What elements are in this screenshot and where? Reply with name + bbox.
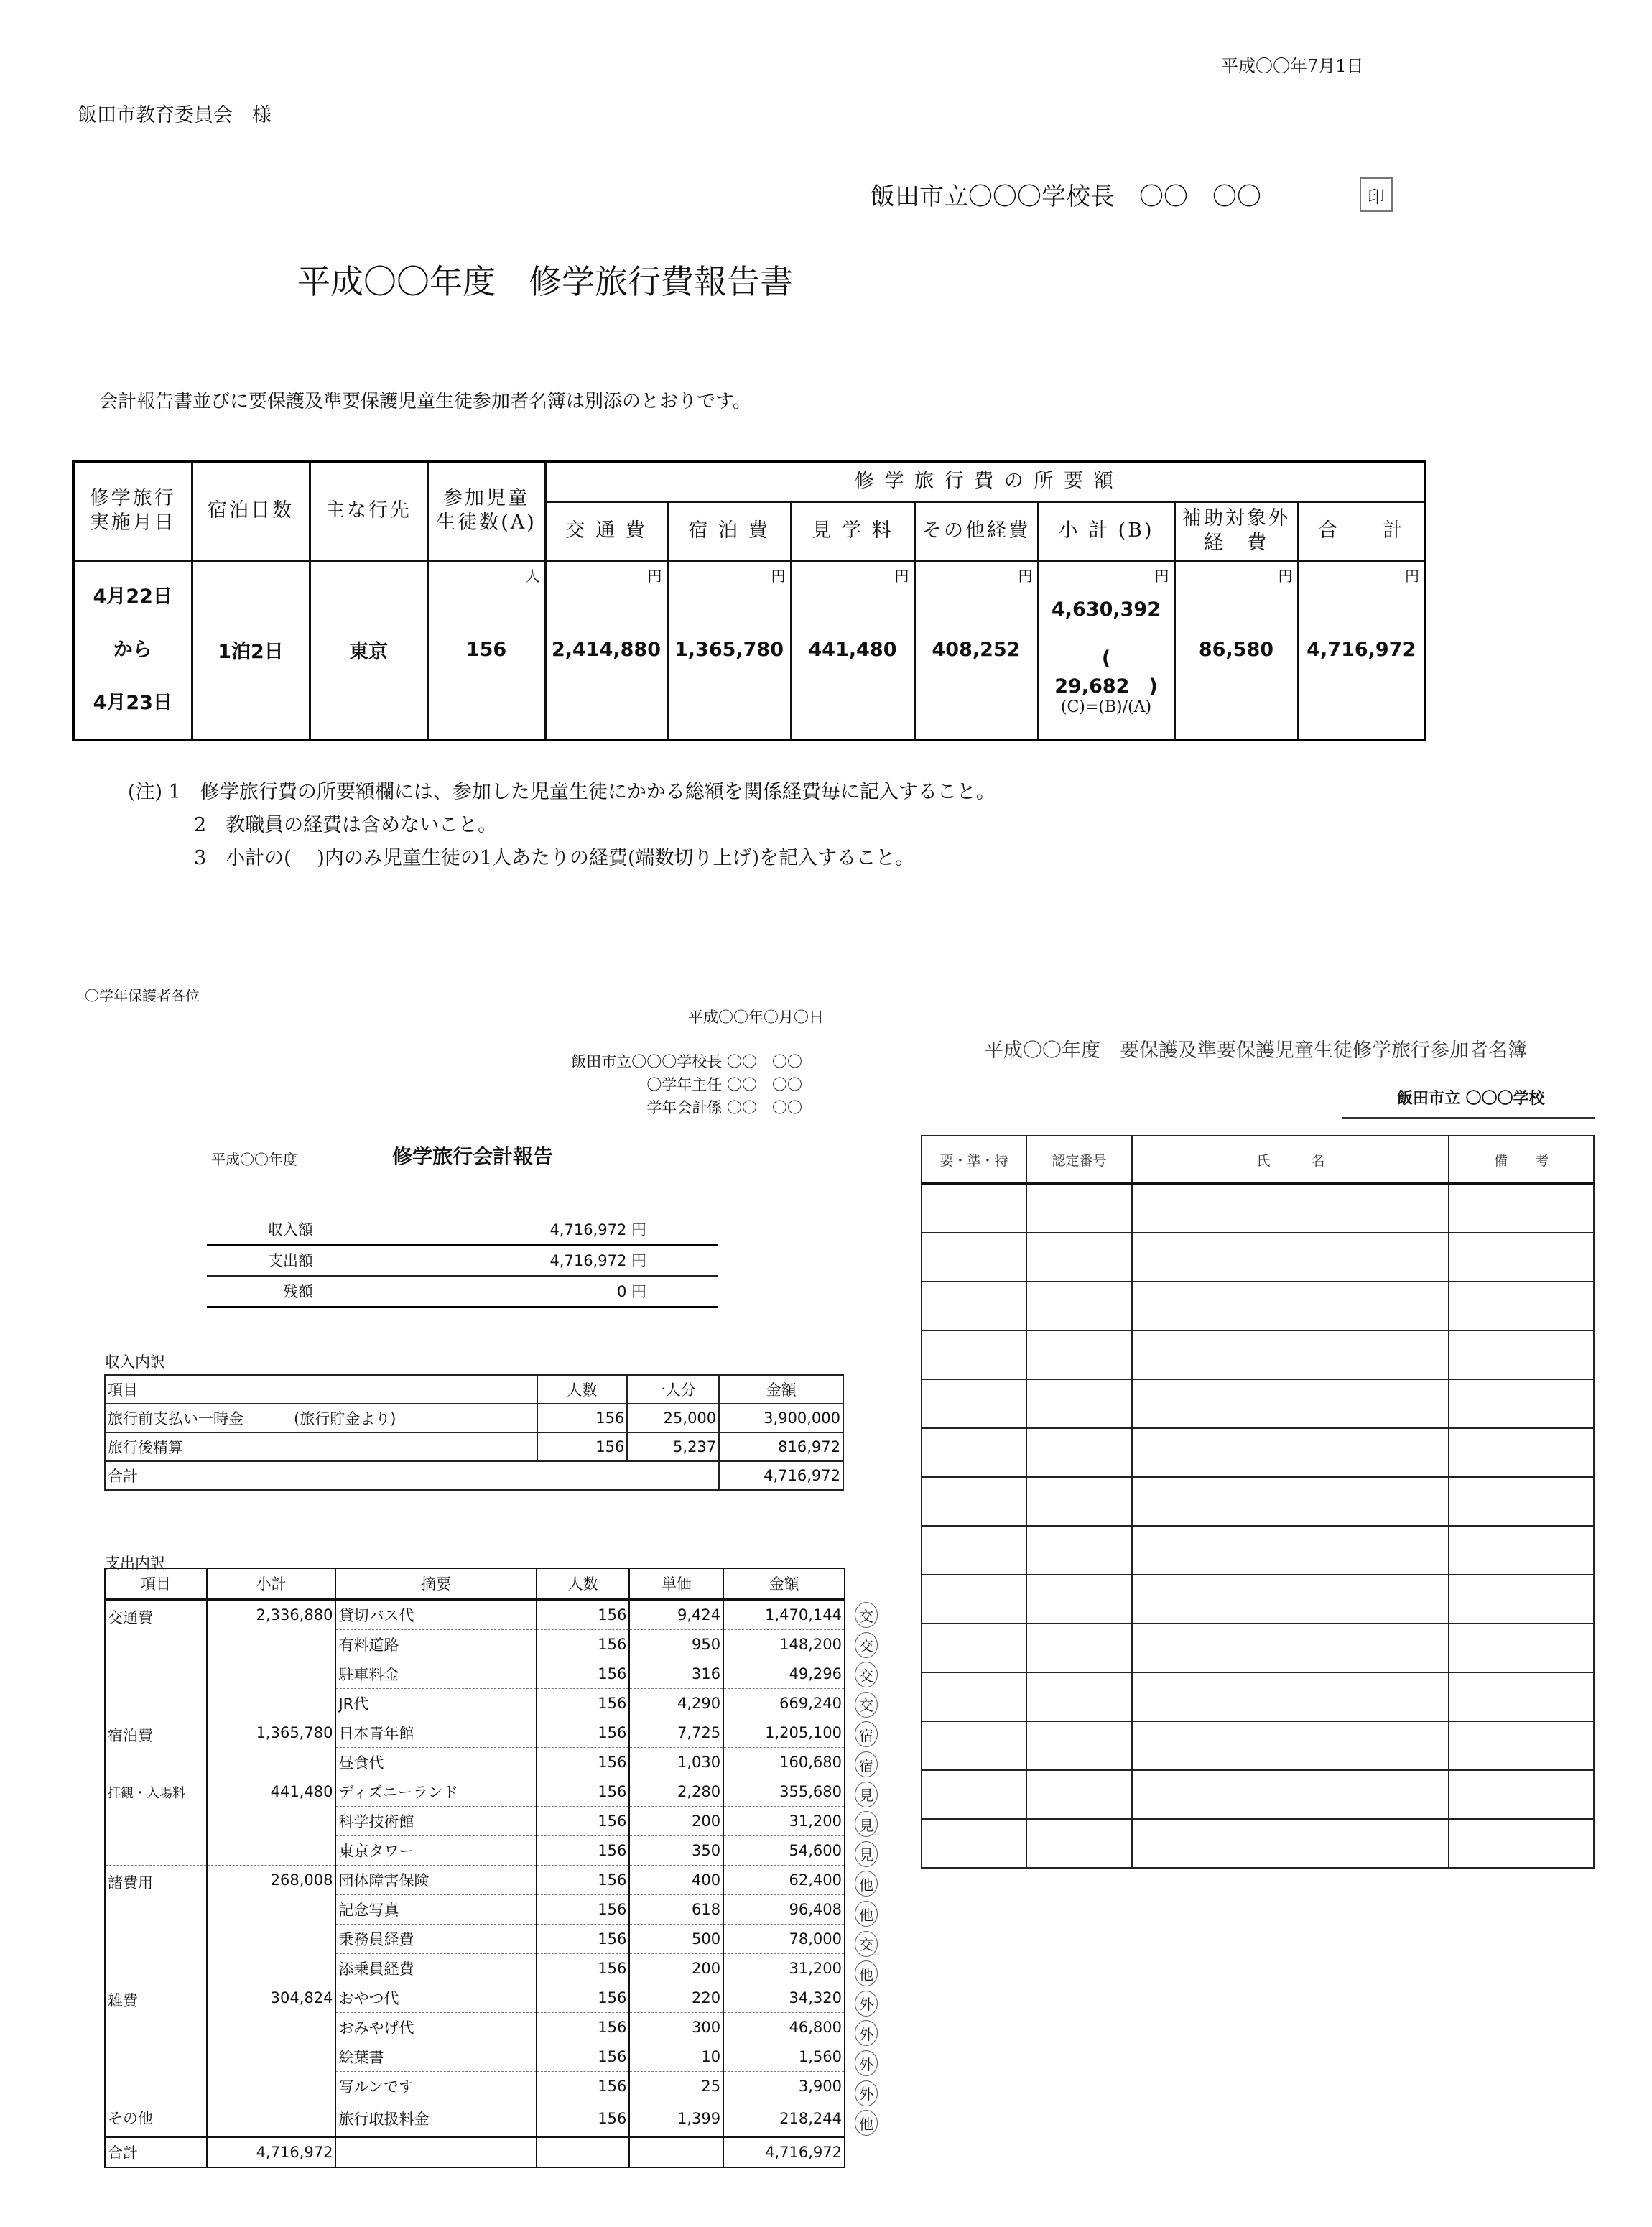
category-mark-icon: 交 — [855, 1602, 878, 1628]
expense-unit: 1,399 — [629, 2101, 723, 2137]
expense-amount: 54,600 — [723, 1836, 845, 1866]
cell-destination: 東京 — [310, 560, 427, 740]
expense-desc: ディズニーランド — [335, 1777, 536, 1807]
expense-group-name: 諸費用 — [105, 1866, 207, 1983]
header-destination: 主な行先 — [310, 461, 427, 560]
roster-cell-name[interactable] — [1132, 1624, 1449, 1672]
income-header-amount: 金額 — [719, 1375, 843, 1404]
intro-text: 会計報告書並びに要保護及準要保護児童生徒参加者名簿は別添のとおりです。 — [99, 391, 751, 412]
roster-cell-category[interactable] — [922, 1477, 1026, 1526]
roster-cell-category[interactable] — [922, 1624, 1026, 1672]
roster-cell-cert-number[interactable] — [1026, 1330, 1133, 1379]
expense-count: 156 — [537, 1983, 630, 2013]
roster-row — [922, 1819, 1594, 1868]
income-header-each: 一人分 — [627, 1375, 719, 1404]
expense-unit: 200 — [629, 1807, 723, 1836]
roster-cell-category[interactable] — [922, 1330, 1026, 1379]
expense-unit: 4,290 — [629, 1689, 723, 1718]
expense-amount: 669,240 — [723, 1689, 845, 1718]
cell-subtotal: 円 4,630,392 ( 29,682 ) (C)=(B)/(A) — [1038, 560, 1174, 740]
expense-count: 156 — [537, 1630, 630, 1659]
expense-amount: 1,205,100 — [723, 1718, 845, 1748]
category-mark-icon: 外 — [855, 2050, 878, 2076]
cell-participants: 人 156 — [427, 560, 545, 740]
header-subtotal: 小 計 (B) — [1038, 501, 1174, 560]
expense-amount: 49,296 — [723, 1659, 845, 1689]
roster-cell-name[interactable] — [1132, 1770, 1449, 1819]
roster-cell-category[interactable] — [922, 1526, 1026, 1575]
expense-header-amount: 金額 — [723, 1568, 845, 1599]
expense-group-subtotal: 2,336,880 — [207, 1599, 336, 1718]
roster-cell-cert-number[interactable] — [1026, 1575, 1133, 1624]
expense-amount: 31,200 — [723, 1954, 845, 1983]
header-nights: 宿泊日数 — [192, 461, 310, 560]
expense-count: 156 — [537, 1777, 630, 1807]
category-mark-icon: 見 — [855, 1841, 878, 1867]
roster-cell-category[interactable] — [922, 1428, 1026, 1477]
roster-row — [922, 1379, 1594, 1428]
roster-cell-cert-number[interactable] — [1026, 1770, 1133, 1819]
roster-row — [922, 1672, 1594, 1721]
roster-header-category: 要・準・特 — [922, 1136, 1026, 1184]
roster-cell-category[interactable] — [922, 1233, 1026, 1282]
expense-unit: 1,030 — [629, 1748, 723, 1777]
addressee: 飯田市教育委員会 様 — [78, 104, 272, 126]
header-other: その他経費 — [914, 501, 1038, 560]
expense-group-subtotal — [207, 2101, 336, 2137]
category-mark-icon: 交 — [855, 1632, 878, 1658]
roster-cell-name[interactable] — [1132, 1233, 1449, 1282]
roster-cell-remarks[interactable] — [1449, 1770, 1594, 1819]
roster-cell-cert-number[interactable] — [1026, 1477, 1133, 1526]
expense-amount: 218,244 — [723, 2101, 845, 2137]
cell-dates: 4月22日 から 4月23日 — [73, 560, 192, 740]
expense-desc: 貸切バス代 — [335, 1599, 536, 1630]
cell-admission: 円 441,480 — [791, 560, 914, 740]
header-cost-group: 修 学 旅 行 費 の 所 要 額 — [545, 461, 1425, 501]
expense-desc: 乗務員経費 — [335, 1925, 536, 1954]
accounting-title: 修学旅行会計報告 — [392, 1144, 554, 1168]
cell-transport: 円 2,414,880 — [545, 560, 667, 740]
accounting-date: 平成〇〇年〇月〇日 — [688, 1009, 824, 1026]
expense-unit: 950 — [629, 1630, 723, 1659]
roster-cell-name[interactable] — [1132, 1282, 1449, 1330]
expense-amount: 34,320 — [723, 1983, 845, 2013]
expense-unit: 300 — [629, 2013, 723, 2042]
expense-count: 156 — [537, 1866, 630, 1895]
expense-table — [104, 1568, 845, 2168]
expense-desc: おみやげ代 — [335, 2013, 536, 2042]
expense-group-subtotal: 304,824 — [207, 1983, 336, 2101]
expense-amount: 3,900 — [723, 2072, 845, 2101]
expense-desc: おやつ代 — [335, 1983, 536, 2013]
roster-title: 平成〇〇年度 要保護及準要保護児童生徒修学旅行参加者名簿 — [984, 1040, 1527, 1062]
cell-excluded: 円 86,580 — [1174, 560, 1298, 740]
expense-count: 156 — [537, 2042, 630, 2072]
expense-header-subtotal: 小計 — [207, 1568, 336, 1599]
category-mark-icon: 交 — [855, 1662, 878, 1687]
roster-cell-remarks[interactable] — [1449, 1819, 1594, 1868]
roster-row — [922, 1575, 1594, 1624]
expense-header-row — [105, 1568, 845, 1599]
roster-school: 飯田市立 〇〇〇学校 — [1397, 1090, 1545, 1108]
category-mark-icon: 外 — [855, 1991, 878, 2017]
expense-total-row — [105, 2137, 845, 2168]
expense-header-desc: 摘要 — [335, 1568, 536, 1599]
roster-header-name: 氏 名 — [1132, 1136, 1449, 1184]
roster-cell-cert-number[interactable] — [1026, 1233, 1133, 1282]
expense-count: 156 — [537, 1689, 630, 1718]
roster-cell-name[interactable] — [1132, 1477, 1449, 1526]
expense-desc: 昼食代 — [335, 1748, 536, 1777]
summary-expense: 支出額 4,716,972 円 — [207, 1246, 718, 1277]
header-lodging: 宿 泊 費 — [667, 501, 791, 560]
expense-group-subtotal: 268,008 — [207, 1866, 336, 1983]
roster-row — [922, 1282, 1594, 1330]
expense-desc: 写ルンです — [335, 2072, 536, 2101]
header-admission: 見 学 料 — [791, 501, 914, 560]
note-3: 3 小計の( )内のみ児童生徒の1人あたりの経費(端数切り上げ)を記入すること。 — [194, 847, 915, 869]
expense-count: 156 — [537, 1954, 630, 1983]
expense-count: 156 — [537, 1659, 630, 1689]
roster-cell-cert-number[interactable] — [1026, 1819, 1133, 1868]
roster-table — [921, 1135, 1595, 1869]
roster-cell-name[interactable] — [1132, 1379, 1449, 1428]
roster-cell-remarks[interactable] — [1449, 1428, 1594, 1477]
expense-desc: 駐車料金 — [335, 1659, 536, 1689]
expense-amount: 148,200 — [723, 1630, 845, 1659]
expense-unit: 10 — [629, 2042, 723, 2072]
roster-cell-remarks[interactable] — [1449, 1379, 1594, 1428]
income-table — [104, 1374, 844, 1491]
cell-nights: 1泊2日 — [192, 560, 310, 740]
signer-grade-head: 〇学年主任 〇〇 〇〇 — [646, 1076, 802, 1093]
expense-header-count: 人数 — [537, 1568, 630, 1599]
expense-unit: 2,280 — [629, 1777, 723, 1807]
expense-desc: JR代 — [335, 1689, 536, 1718]
roster-cell-remarks[interactable] — [1449, 1233, 1594, 1282]
income-total-row: 合計 4,716,972 — [105, 1461, 843, 1490]
expense-header-item: 項目 — [105, 1568, 207, 1599]
table-row — [105, 2101, 845, 2137]
category-mark-icon: 見 — [855, 1811, 878, 1837]
roster-cell-remarks[interactable] — [1449, 1672, 1594, 1721]
roster-cell-name[interactable] — [1132, 1526, 1449, 1575]
expense-count: 156 — [537, 1925, 630, 1954]
expense-count: 156 — [537, 1836, 630, 1866]
cell-lodging: 円 1,365,780 — [667, 560, 791, 740]
trip-cost-table — [72, 460, 1426, 741]
expense-total-amount: 4,716,972 — [723, 2137, 845, 2168]
roster-cell-name[interactable] — [1132, 1721, 1449, 1770]
roster-cell-category[interactable] — [922, 1672, 1026, 1721]
expense-unit: 500 — [629, 1925, 723, 1954]
signer-principal: 飯田市立〇〇〇学校長 〇〇 〇〇 — [571, 1053, 802, 1070]
report-date: 平成〇〇年7月1日 — [1221, 56, 1364, 76]
table-row: 旅行後精算 156 5,237 816,972 — [105, 1432, 843, 1461]
roster-row — [922, 1721, 1594, 1770]
signer-accountant: 学年会計係 〇〇 〇〇 — [646, 1099, 802, 1116]
roster-cell-cert-number[interactable] — [1026, 1526, 1133, 1575]
roster-cell-remarks[interactable] — [1449, 1575, 1594, 1624]
income-header-count: 人数 — [537, 1375, 628, 1404]
expense-amount: 96,408 — [723, 1895, 845, 1925]
expense-desc: 東京タワー — [335, 1836, 536, 1866]
roster-cell-category[interactable] — [922, 1721, 1026, 1770]
expense-unit: 350 — [629, 1836, 723, 1866]
header-transport: 交 通 費 — [545, 501, 667, 560]
expense-unit: 200 — [629, 1954, 723, 1983]
cell-other: 円 408,252 — [914, 560, 1038, 740]
roster-cell-name[interactable] — [1132, 1428, 1449, 1477]
expense-count: 156 — [537, 2072, 630, 2101]
expense-count: 156 — [537, 1599, 630, 1630]
expense-count: 156 — [537, 1807, 630, 1836]
cell-total: 円 4,716,972 — [1298, 560, 1425, 740]
roster-cell-category[interactable] — [922, 1575, 1026, 1624]
expense-group-name: 宿泊費 — [105, 1718, 207, 1777]
category-mark-icon: 他 — [855, 2110, 878, 2136]
expense-unit: 7,725 — [629, 1718, 723, 1748]
roster-cell-name[interactable] — [1132, 1819, 1449, 1868]
expense-group-subtotal: 1,365,780 — [207, 1718, 336, 1777]
expense-amount: 46,800 — [723, 2013, 845, 2042]
expense-count: 156 — [537, 2101, 630, 2137]
expense-desc: 旅行取扱料金 — [335, 2101, 536, 2137]
header-total: 合 計 — [1298, 501, 1425, 560]
category-mark-icon: 宿 — [855, 1751, 878, 1777]
roster-header-cert-number: 認定番号 — [1026, 1136, 1133, 1184]
accounting-year: 平成〇〇年度 — [211, 1151, 297, 1168]
expense-count: 156 — [537, 1895, 630, 1925]
seal-box: 印 — [1360, 177, 1393, 212]
category-mark-icon: 他 — [855, 1871, 878, 1897]
expense-desc: 団体障害保険 — [335, 1866, 536, 1895]
table-row — [105, 1866, 845, 1895]
expense-group-name: 雑費 — [105, 1983, 207, 2101]
category-mark-icon: 他 — [855, 1960, 878, 1986]
table-row — [73, 560, 1425, 740]
roster-header-remarks: 備 考 — [1449, 1136, 1594, 1184]
expense-unit: 220 — [629, 1983, 723, 2013]
expense-amount: 31,200 — [723, 1807, 845, 1836]
expense-amount: 355,680 — [723, 1777, 845, 1807]
table-row: 旅行前支払い一時金 (旅行貯金より) 156 25,000 3,900,000 — [105, 1404, 843, 1432]
roster-cell-cert-number[interactable] — [1026, 1184, 1133, 1233]
roster-row — [922, 1770, 1594, 1819]
expense-count: 156 — [537, 1748, 630, 1777]
summary-balance: 残額 0 円 — [207, 1277, 718, 1308]
expense-desc: 科学技術館 — [335, 1807, 536, 1836]
expense-amount: 160,680 — [723, 1748, 845, 1777]
roster-cell-remarks[interactable] — [1449, 1477, 1594, 1526]
roster-cell-remarks[interactable] — [1449, 1184, 1594, 1233]
roster-cell-cert-number[interactable] — [1026, 1672, 1133, 1721]
expense-header-unit: 単価 — [629, 1568, 723, 1599]
roster-cell-cert-number[interactable] — [1026, 1721, 1133, 1770]
income-title: 収入内訳 — [105, 1353, 165, 1371]
roster-cell-remarks[interactable] — [1449, 1526, 1594, 1575]
note-2: 2 教職員の経費は含めないこと。 — [194, 814, 498, 836]
roster-cell-category[interactable] — [922, 1770, 1026, 1819]
category-mark-icon: 交 — [855, 1692, 878, 1718]
table-row — [105, 1718, 845, 1748]
roster-cell-category[interactable] — [922, 1184, 1026, 1233]
accounting-addressee: 〇学年保護者各位 — [85, 987, 200, 1004]
category-mark-icon: 外 — [855, 2080, 878, 2106]
expense-amount: 62,400 — [723, 1866, 845, 1895]
roster-cell-remarks[interactable] — [1449, 1624, 1594, 1672]
expense-amount: 78,000 — [723, 1925, 845, 1954]
table-row — [105, 1983, 845, 2013]
sender: 飯田市立〇〇〇学校長 〇〇 〇〇 — [871, 182, 1261, 211]
roster-cell-category[interactable] — [922, 1379, 1026, 1428]
table-row — [105, 1599, 845, 1630]
expense-desc: 記念写真 — [335, 1895, 536, 1925]
roster-cell-category[interactable] — [922, 1819, 1026, 1868]
expense-unit: 400 — [629, 1866, 723, 1895]
expense-group-subtotal: 441,480 — [207, 1777, 336, 1866]
roster-cell-category[interactable] — [922, 1282, 1026, 1330]
roster-row — [922, 1477, 1594, 1526]
expense-amount: 1,560 — [723, 2042, 845, 2072]
category-mark-icon: 他 — [855, 1901, 878, 1927]
roster-signature-line — [1342, 1117, 1595, 1119]
expense-count: 156 — [537, 1718, 630, 1748]
category-mark-icon: 交 — [855, 1931, 878, 1957]
table-row — [105, 1777, 845, 1807]
expense-desc: 有料道路 — [335, 1630, 536, 1659]
roster-cell-remarks[interactable] — [1449, 1721, 1594, 1770]
notes — [128, 776, 996, 875]
expense-group-name: その他 — [105, 2101, 207, 2137]
category-mark-icon: 外 — [855, 2020, 878, 2046]
expense-group-name: 交通費 — [105, 1599, 207, 1718]
roster-row — [922, 1624, 1594, 1672]
roster-cell-remarks[interactable] — [1449, 1330, 1594, 1379]
roster-cell-cert-number[interactable] — [1026, 1282, 1133, 1330]
note-1: (注) 1 修学旅行費の所要額欄には、参加した児童生徒にかかる総額を関係経費毎に記入すること。 — [128, 781, 996, 803]
expense-unit: 618 — [629, 1895, 723, 1925]
category-mark-icon: 見 — [855, 1782, 878, 1807]
roster-row — [922, 1233, 1594, 1282]
expense-desc: 日本青年館 — [335, 1718, 536, 1748]
roster-row — [922, 1428, 1594, 1477]
roster-row — [922, 1526, 1594, 1575]
page-title: 平成〇〇年度 修学旅行費報告書 — [297, 262, 793, 301]
header-date: 修学旅行 実施月日 — [73, 461, 192, 560]
summary-income: 収入額 4,716,972 円 — [207, 1216, 718, 1246]
expense-unit: 9,424 — [629, 1599, 723, 1630]
expense-unit: 25 — [629, 2072, 723, 2101]
income-header-item: 項目 — [105, 1375, 537, 1404]
roster-cell-cert-number[interactable] — [1026, 1624, 1133, 1672]
header-participants: 参加児童 生徒数(A) — [427, 461, 545, 560]
roster-cell-cert-number[interactable] — [1026, 1428, 1133, 1477]
expense-total-subtotal: 4,716,972 — [207, 2137, 336, 2168]
roster-cell-name[interactable] — [1132, 1330, 1449, 1379]
roster-cell-remarks[interactable] — [1449, 1282, 1594, 1330]
expense-count: 156 — [537, 2013, 630, 2042]
expense-amount: 1,470,144 — [723, 1599, 845, 1630]
expense-desc: 添乗員経費 — [335, 1954, 536, 1983]
roster-cell-cert-number[interactable] — [1026, 1379, 1133, 1428]
roster-row — [922, 1184, 1594, 1233]
roster-cell-name[interactable] — [1132, 1184, 1449, 1233]
roster-cell-name[interactable] — [1132, 1672, 1449, 1721]
expense-title: 支出内訳 — [105, 1555, 165, 1572]
header-excluded: 補助対象外 経 費 — [1174, 501, 1298, 560]
roster-row — [922, 1330, 1594, 1379]
expense-unit: 316 — [629, 1659, 723, 1689]
expense-group-name: 拝観・入場料 — [105, 1777, 207, 1866]
category-mark-icon: 宿 — [855, 1721, 878, 1747]
expense-desc: 絵葉書 — [335, 2042, 536, 2072]
roster-cell-name[interactable] — [1132, 1575, 1449, 1624]
expense-total-label: 合計 — [105, 2137, 207, 2168]
